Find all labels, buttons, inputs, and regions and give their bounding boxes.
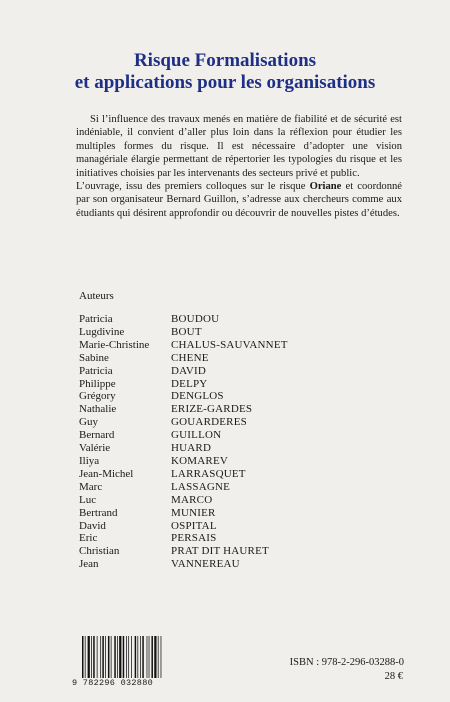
author-last-name: MUNIER — [171, 506, 216, 519]
author-first-name: Eric — [79, 532, 98, 545]
author-first-name: Nathalie — [79, 403, 117, 416]
author-last-name: BOUT — [171, 325, 202, 338]
author-last-name: MARCO — [171, 493, 213, 506]
author-first-name: Bertrand — [79, 506, 118, 519]
author-first-name: Marie-Christine — [79, 338, 150, 351]
author-row — [79, 455, 288, 468]
author-first-name: Guy — [79, 416, 98, 429]
author-row — [79, 520, 288, 533]
price: 28 € — [384, 671, 403, 682]
author-last-name: VANNEREAU — [171, 558, 240, 571]
author-last-name: HUARD — [171, 442, 212, 455]
author-first-name: Luc — [79, 493, 97, 506]
barcode-bars — [82, 636, 162, 678]
author-last-name: LASSAGNE — [171, 480, 231, 493]
author-last-name: KOMAREV — [171, 454, 229, 467]
book-title-line-2: et applications pour les organisations — [74, 72, 376, 93]
author-first-name: Philippe — [79, 377, 116, 390]
author-row — [79, 416, 288, 429]
barcode — [72, 636, 162, 688]
book-title — [0, 50, 450, 94]
book-title-line-1: Risque Formalisations — [133, 50, 317, 71]
author-row — [79, 403, 288, 416]
isbn: ISBN : 978-2-296-03288-0 — [289, 657, 404, 668]
blurb-paragraph-2 — [76, 180, 402, 220]
authors-heading: Auteurs — [79, 290, 114, 302]
author-row — [79, 532, 288, 545]
blurb-p2-text-before: L’ouvrage, issu des premiers colloques sur le risque — [76, 181, 310, 193]
blurb-paragraph-1: Si l’influence des travaux menés en matière de fiabilité et de sécurité est indéniable, il convient d’aller plus loin dans la réflexion pour étudier les multiples formes du risque. Il est nécessaire d’adopter une vision managériale élargie permettant de répertorier les typologies du risque et les initiatives choisies par les intervenants des secteurs privé et public. — [76, 114, 402, 179]
author-row — [79, 545, 288, 558]
author-row — [79, 365, 288, 378]
author-row — [79, 442, 288, 455]
author-last-name: BOUDOU — [171, 313, 220, 325]
author-first-name: David — [79, 519, 106, 532]
author-last-name: PERSAIS — [171, 532, 217, 545]
author-row — [79, 429, 288, 442]
author-last-name: CHALUS-SAUVANNET — [171, 338, 288, 351]
author-row — [79, 507, 288, 520]
author-last-name: DELPY — [171, 377, 208, 390]
author-row — [79, 468, 288, 481]
author-row — [79, 558, 288, 571]
author-first-name: Christian — [79, 545, 120, 558]
authors-list — [79, 313, 288, 571]
author-row — [79, 313, 288, 326]
author-row — [79, 481, 288, 494]
author-first-name: Valérie — [79, 442, 111, 455]
author-first-name: Jean — [79, 558, 99, 571]
author-first-name: Patricia — [79, 313, 113, 325]
author-first-name: Bernard — [79, 429, 115, 442]
author-last-name: ERIZE-GARDES — [171, 403, 253, 416]
back-cover-blurb — [76, 113, 402, 220]
author-last-name: OSPITAL — [171, 519, 217, 532]
author-first-name: Sabine — [79, 351, 109, 364]
author-row — [79, 326, 288, 339]
author-last-name: PRAT DIT HAURET — [171, 545, 269, 558]
blurb-p2-bold-oriane: Oriane — [309, 181, 342, 193]
author-first-name: Marc — [79, 480, 103, 493]
author-row — [79, 390, 288, 403]
author-first-name: Grégory — [79, 390, 116, 403]
author-first-name: Lugdivine — [79, 325, 125, 338]
author-last-name: DAVID — [171, 364, 207, 377]
author-last-name: CHENE — [171, 351, 209, 364]
author-row — [79, 378, 288, 391]
author-last-name: LARRASQUET — [171, 467, 246, 480]
blurb-p2-text-after: et coordonné par son organisateur Bernard Guillon, s’adresse aux chercheurs comme aux étudiants qui désirent approfondir ou découvrir de nouvelles pistes d’études. — [76, 181, 403, 219]
author-last-name: DENGLOS — [171, 390, 224, 403]
author-row — [79, 339, 288, 352]
author-row — [79, 352, 288, 365]
author-row — [79, 494, 288, 507]
author-first-name: Jean-Michel — [79, 467, 134, 480]
author-first-name: Patricia — [79, 364, 113, 377]
barcode-digits: 9 782296 032880 — [72, 678, 154, 688]
author-last-name: GUILLON — [171, 429, 222, 442]
author-last-name: GOUARDERES — [171, 416, 247, 429]
author-first-name: Iliya — [79, 454, 100, 467]
